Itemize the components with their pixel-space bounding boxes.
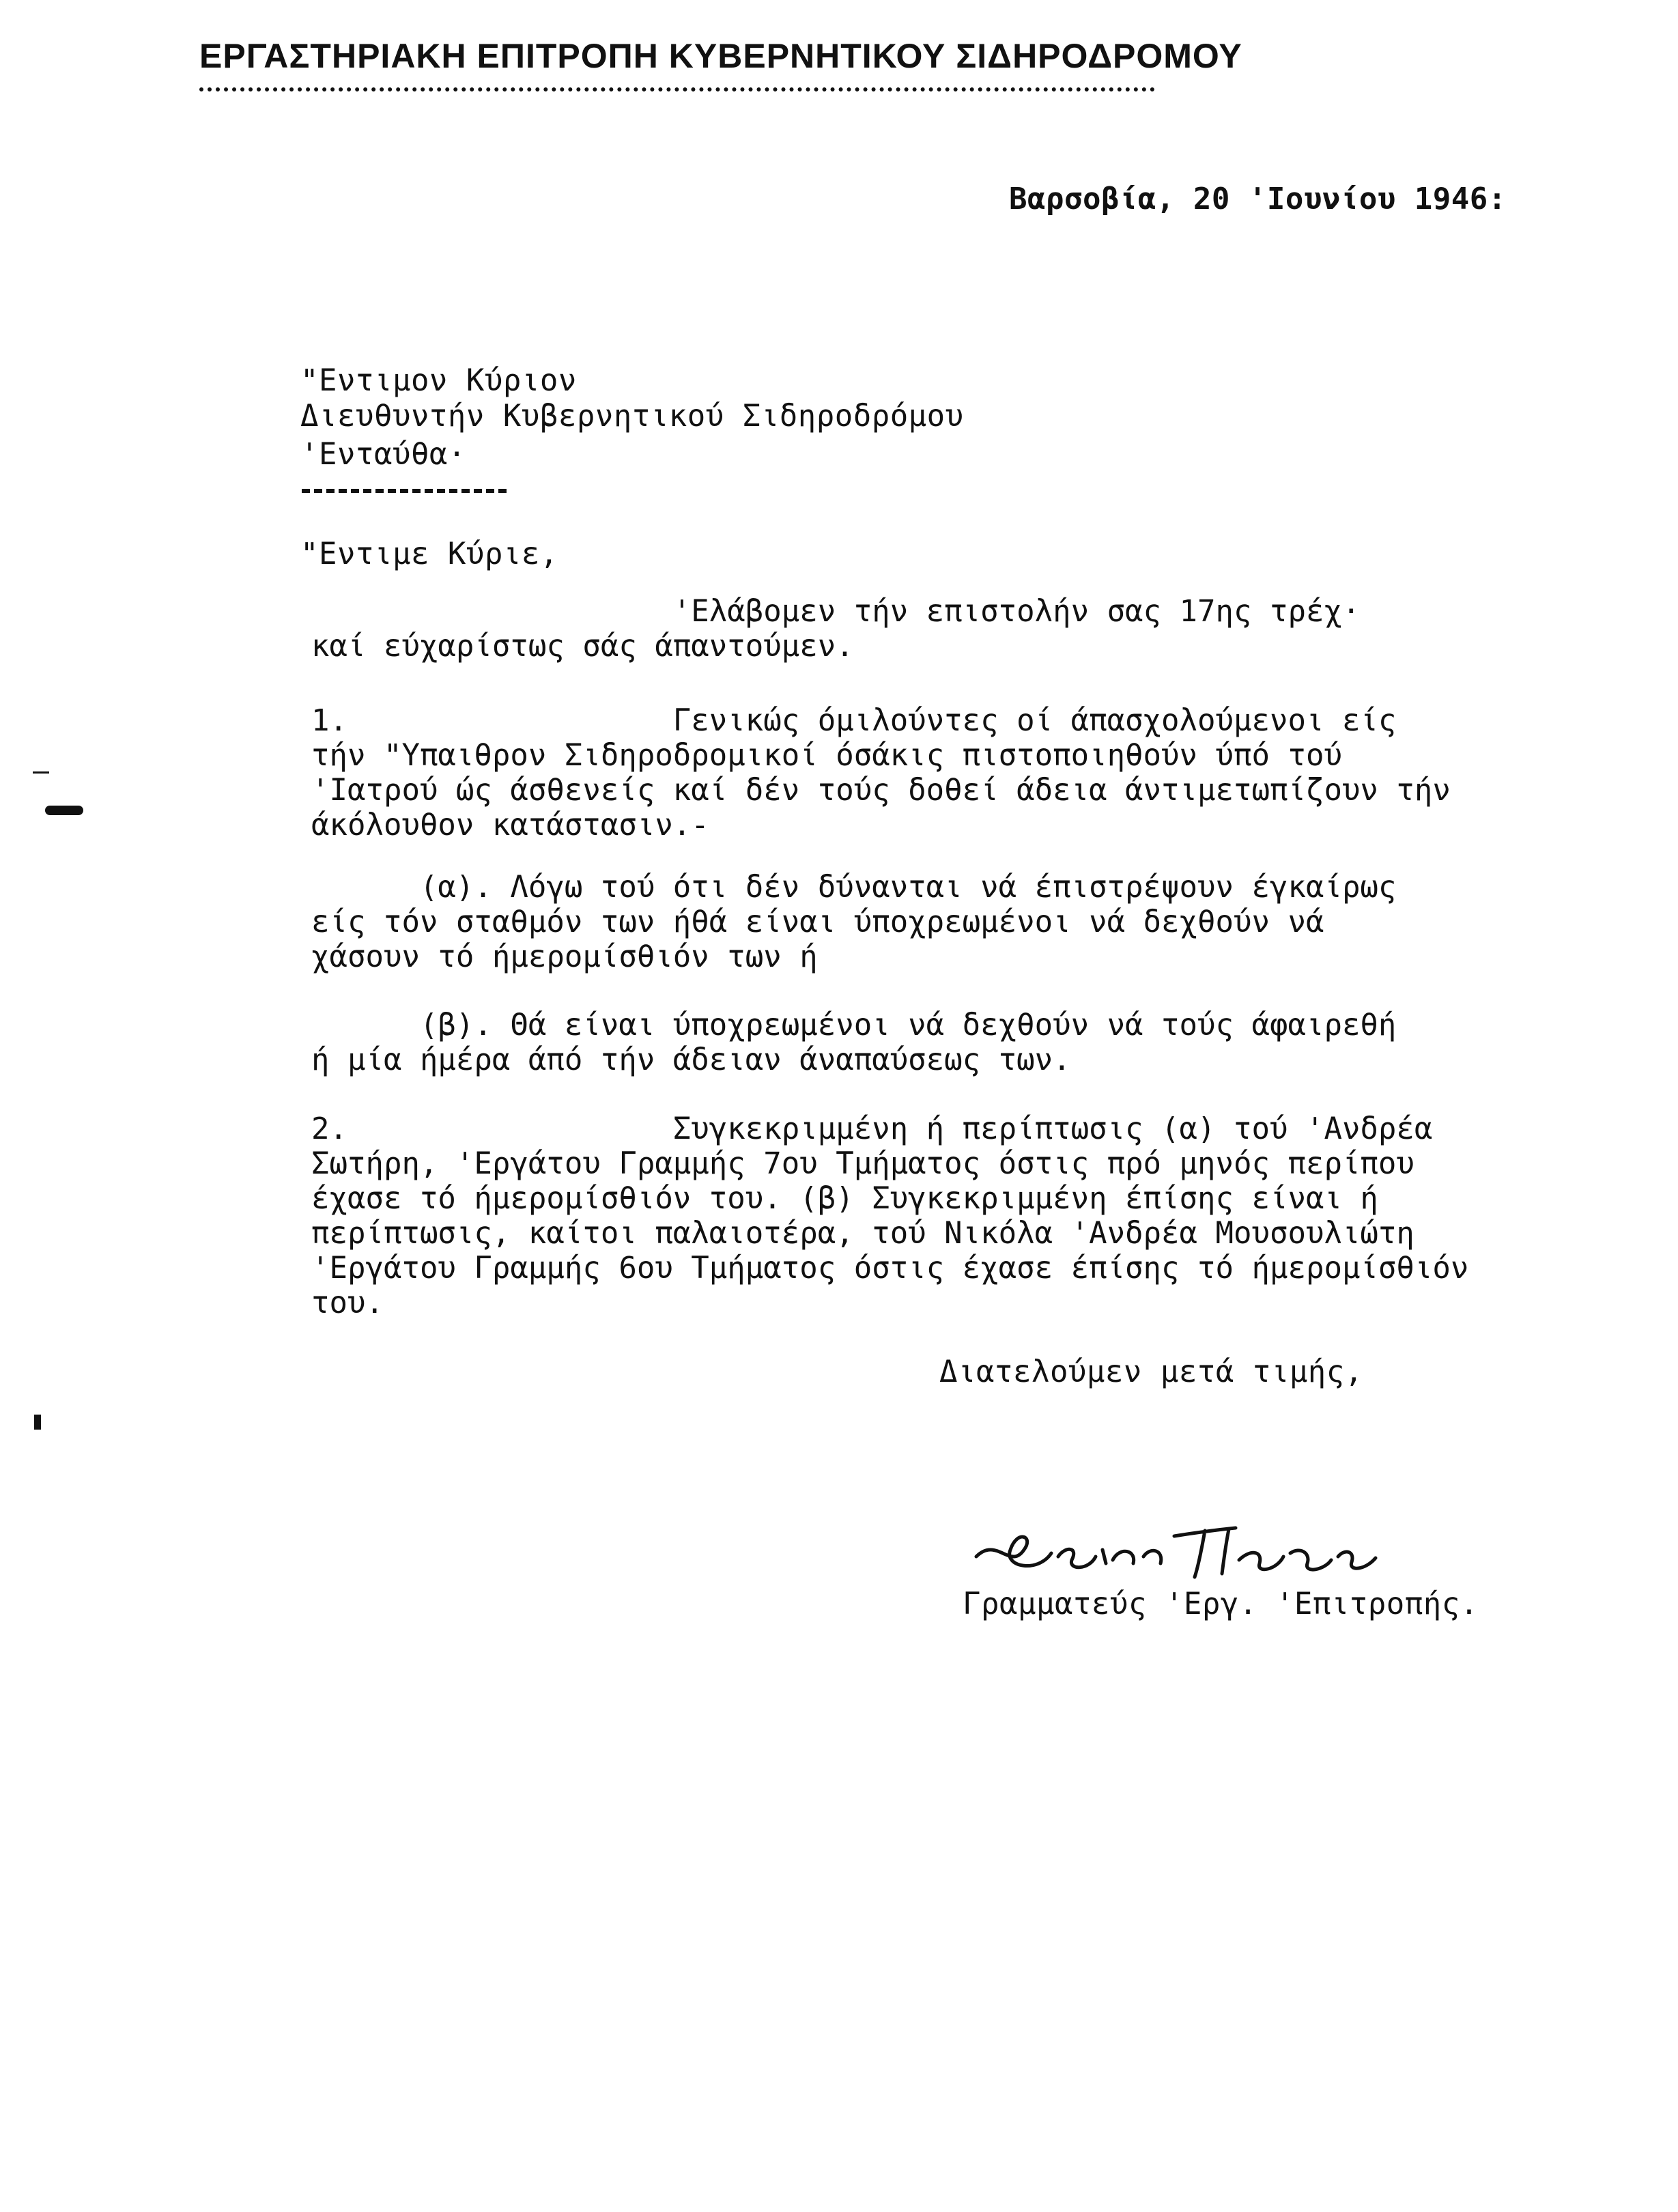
recipient-line-3: 'Ενταύθα· [300,437,466,472]
salutation: "Εντιμε Κύριε, [300,537,558,571]
recipient-line-1: "Εντιμον Κύριον [300,363,577,398]
scan-mark-tick [33,771,49,774]
paragraph-1: 1. Γενικώς όμιλούντες οί άπασχολούμενοι είς τήν "Υπαιθρον Σιδηροδρομικοί όσάκις πιστοποιηθούν ύπό τού 'Ιατρού ώς άσθενείς καί δέν τούς δοθεί άδεια άντιμετωπίζουν τήν άκόλουθον κατάστασιν.- [311,703,1451,842]
signatory-role: Γραμματεύς 'Εργ. 'Επιτροπής. [963,1587,1479,1621]
address-dashed-rule [302,489,507,493]
intro-paragraph: 'Ελάβομεν τήν επιστολήν σας 17ης τρέχ· καί εύχαρίστως σάς άπαντούμεν. [311,594,1361,664]
organization-header: ΕΡΓΑΣΤΗΡΙΑΚΗ ΕΠΙΤΡΟΠΗ ΚΥΒΕΡΝΗΤΙΚΟΥ ΣΙΔΗΡΟΔΡΟΜΟΥ [199,37,1242,75]
recipient-line-2: Διευθυντήν Κυβερνητικού Σιδηροδρόμου [300,399,964,434]
header-dotted-rule [199,87,1155,91]
paragraph-2: 2. Συγκεκριμμένη ή περίπτωσις (α) τού 'Ανδρέα Σωτήρη, 'Εργάτου Γραμμής 7ου Τμήματος όστις πρό μηνός περίπου έχασε τό ήμερομίσθιόν του. (β) Συγκεκριμμένη έπίσης είναι ή περίπτωσις, καίτοι παλαιοτέρα, τού Νικόλα 'Ανδρέα Μουσουλιώτη 'Εργάτου Γραμμής 6ου Τμήματος όστις έχασε έπίσης τό ήμερομίσθιόν του. [311,1111,1469,1320]
scan-speck [34,1415,41,1430]
handwritten-signature [969,1509,1386,1591]
paragraph-1b: (β). Θά είναι ύποχρεωμένοι νά δεχθούν νά τούς άφαιρεθή ή μία ήμέρα άπό τήν άδειαν άναπαύσεως των. [311,1008,1397,1077]
scan-mark-left [45,806,83,815]
paragraph-1a: (α). Λόγω τού ότι δέν δύνανται νά έπιστρέψουν έγκαίρως είς τόν σταθμόν των ήθά είναι ύποχρεωμένοι νά δεχθούν νά χάσουν τό ήμερομίσθιόν των ή [311,870,1397,974]
closing-line: Διατελούμεν μετά τιμής, [939,1355,1363,1389]
date-line: Βαρσοβία, 20 'Ιουνίου 1946: [1009,182,1507,216]
